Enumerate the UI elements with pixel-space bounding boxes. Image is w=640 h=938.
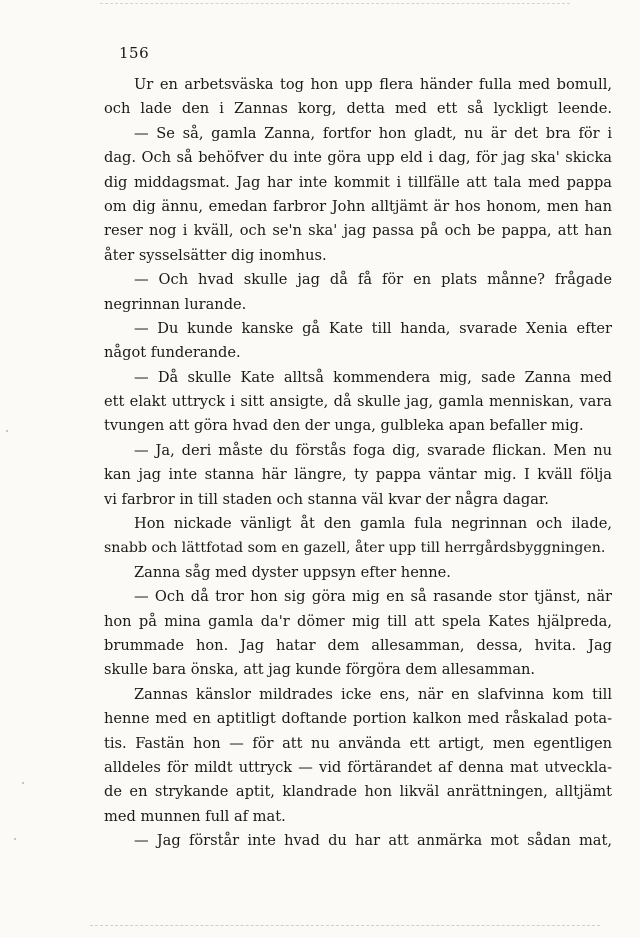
text-line: Hon nickade vänligt åt den gamla fula negrinnan och ilade,	[134, 515, 612, 533]
text-line: henne med en aptitligt doftande portion kalkon med råskalad pota-	[104, 710, 612, 728]
text-line: — Då skulle Kate alltså kommendera mig, sade Zanna med	[134, 368, 612, 386]
text-line: ett elakt uttryck i sitt ansigte, då skulle jag, gamla menniskan, vara	[104, 393, 612, 411]
text-line: de en strykande aptit, klandrade hon likväl anrättningen, alltjämt	[104, 783, 612, 801]
text-line: dig middagsmat. Jag har inte kommit i tillfälle att tala med pappa	[104, 173, 612, 191]
text-line: brummade hon. Jag hatar dem allesamman, dessa, hvita. Jag	[104, 636, 612, 654]
text-line: Zannas känslor mildrades icke ens, när en slafvinna kom till	[134, 685, 612, 703]
text-line: och lade den i Zannas korg, detta med ett så lyckligt leende.	[104, 100, 612, 118]
text-line: åter sysselsätter dig inomhus.	[104, 246, 327, 264]
scan-edge-top	[100, 3, 570, 5]
text-line: skulle bara önska, att jag kunde förgöra dem allesamman.	[104, 661, 536, 679]
scan-speck	[22, 782, 24, 784]
text-line: tis. Fastän hon — för att nu använda ett artigt, men egentligen	[104, 734, 612, 752]
text-line: — Jag förstår inte hvad du har att anmärka mot sådan mat,	[134, 832, 612, 850]
text-line: kan jag inte stanna här längre, ty pappa väntar mig. I kväll följa	[104, 466, 612, 484]
text-line: — Och då tror hon sig göra mig en så rasande stor tjänst, när	[134, 588, 612, 606]
text-line: — Se så, gamla Zanna, fortfor hon gladt, nu är det bra för i	[134, 124, 612, 142]
text-line: — Ja, deri måste du förstås foga dig, svarade flickan. Men nu	[134, 441, 612, 459]
text-line: vi farbror in till staden och stanna väl kvar der några dagar.	[104, 490, 549, 508]
text-line: tvungen att göra hvad den der unga, gulbleka apan befaller mig.	[104, 417, 584, 435]
text-line: — Du kunde kanske gå Kate till handa, svarade Xenia efter	[134, 319, 612, 337]
text-line: Zanna såg med dyster uppsyn efter henne.	[134, 563, 451, 581]
text-line: Ur en arbetsväska tog hon upp flera händer fulla med bomull,	[134, 76, 612, 93]
text-line: med munnen full af mat.	[104, 807, 286, 825]
text-line: snabb och lättfotad som en gazell, åter upp till herrgårdsbyggningen.	[104, 540, 606, 557]
text-line: — Och hvad skulle jag då få för en plats månne? frågade	[134, 271, 612, 289]
text-line: negrinnan lurande.	[104, 295, 247, 313]
text-line: om dig ännu, emedan farbror John alltjämt är hos honom, men han	[104, 197, 612, 215]
text-line: reser nog i kväll, och se'n ska' jag passa på och be pappa, att han	[104, 222, 612, 240]
scan-speck	[14, 838, 16, 840]
page-number: 156	[119, 44, 150, 62]
text-line: hon på mina gamla da'r dömer mig till att spela Kates hjälpreda,	[104, 612, 612, 630]
text-line: dag. Och så behöfver du inte göra upp eld i dag, för jag ska' skicka	[104, 149, 612, 167]
scan-speck	[6, 430, 8, 432]
body-text	[104, 73, 612, 854]
text-line: något funderande.	[104, 344, 241, 362]
scan-edge-bottom	[90, 925, 600, 927]
text-line: alldeles för mildt uttryck — vid förtärandet af denna mat utveckla-	[104, 758, 612, 776]
